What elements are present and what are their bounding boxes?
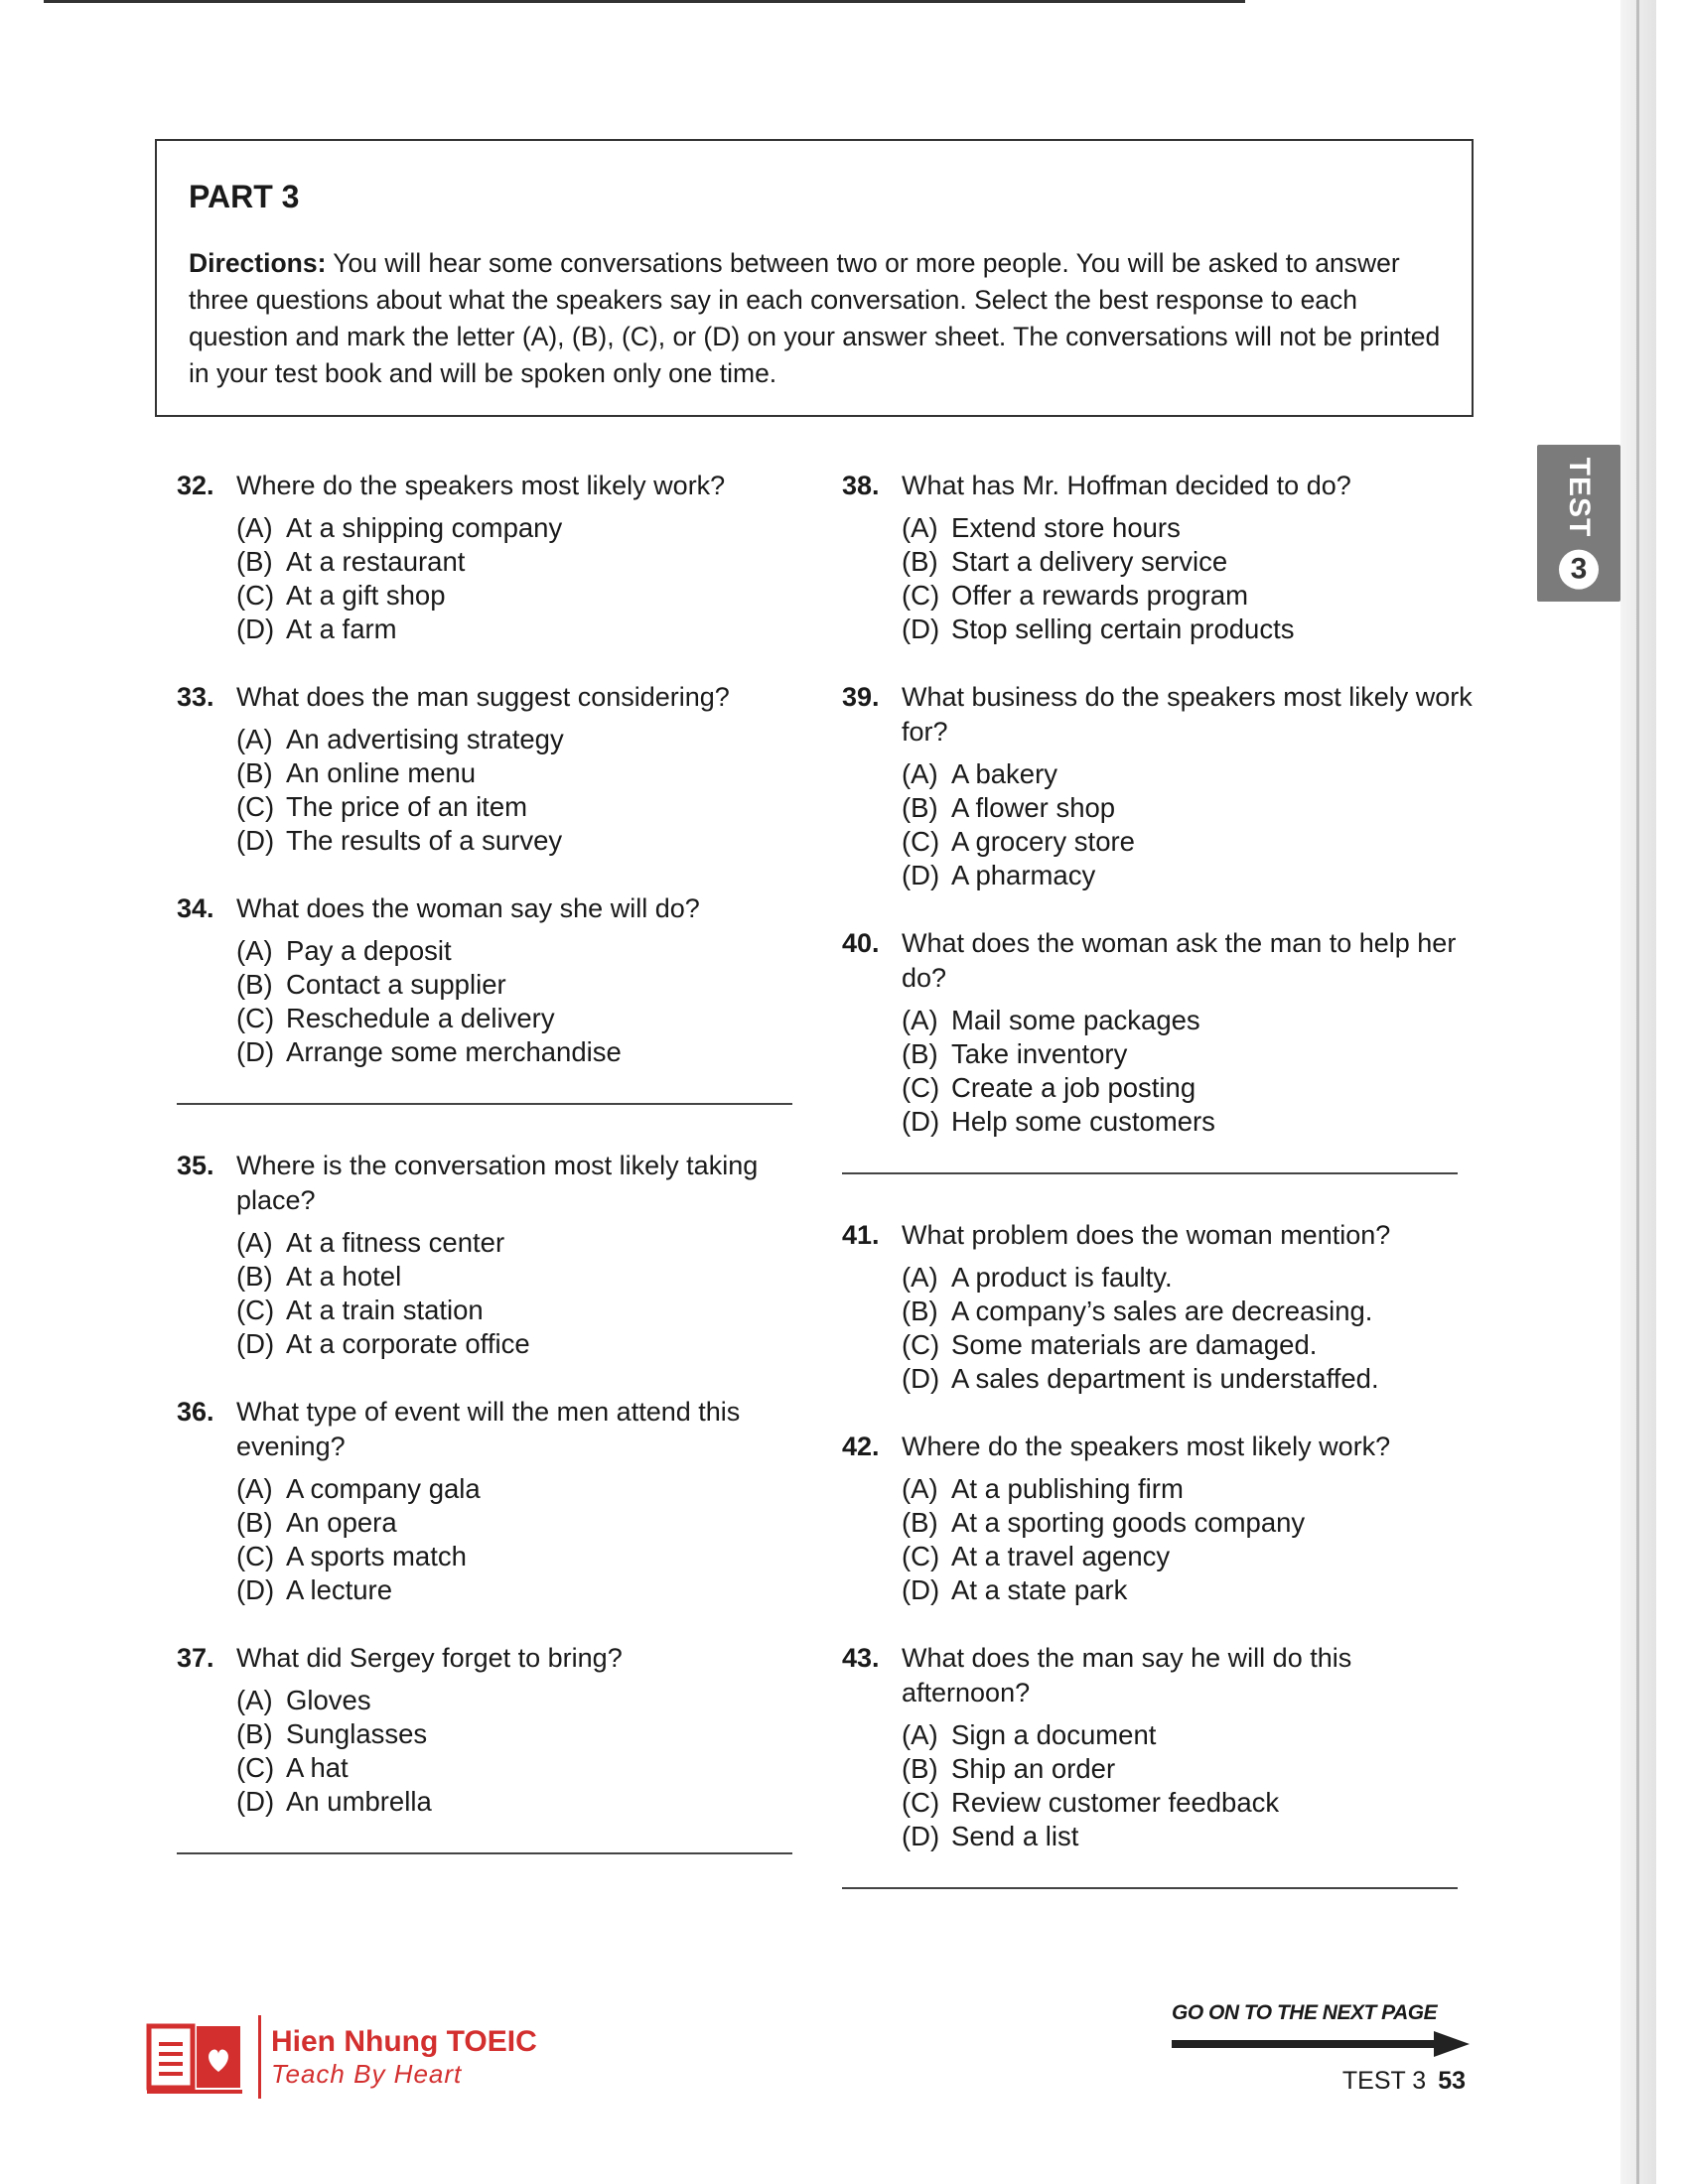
option-a (902, 1472, 1477, 1506)
option-c (902, 1328, 1477, 1362)
answer-options (236, 1472, 812, 1607)
option-a (902, 511, 1477, 545)
option-c (236, 790, 812, 824)
option-d (902, 613, 1477, 646)
option-text: Sign a document (951, 1719, 1157, 1750)
option-letter: (C) (902, 1787, 940, 1818)
option-text: A bakery (951, 758, 1058, 789)
option-text: A grocery store (951, 826, 1135, 857)
option-text: Mail some packages (951, 1005, 1200, 1035)
question-38 (842, 469, 1477, 646)
option-a (236, 1684, 812, 1717)
directions-body: You will hear some conversations between two or more people. You will be asked to answer three questions about what the speakers say in each conversation. Select the best response to each question and mark the letter (A), (B), (C), or (D) on your answer sheet. The conversations will not be printed in your test book and will be spoken only one time. (189, 248, 1441, 388)
option-letter: (C) (236, 1541, 275, 1571)
directions-label: Directions: (189, 248, 327, 278)
test-tab-label: TEST (1563, 457, 1596, 538)
option-text: A flower shop (951, 792, 1116, 823)
option-a (902, 1004, 1477, 1037)
question-set-divider (177, 1852, 792, 1854)
arrow-right-icon (1172, 2031, 1470, 2062)
option-letter: (C) (236, 1295, 275, 1325)
option-a (236, 723, 812, 756)
answer-options (236, 511, 812, 646)
option-b (236, 545, 812, 579)
option-text: At a corporate office (286, 1328, 530, 1359)
option-text: At a fitness center (286, 1227, 505, 1258)
option-text: A pharmacy (951, 860, 1096, 890)
question-35 (177, 1149, 812, 1361)
option-text: An umbrella (286, 1786, 432, 1817)
answer-options (236, 1684, 812, 1819)
option-d (236, 613, 812, 646)
question-text: What problem does the woman mention? (902, 1220, 1391, 1250)
option-letter: (C) (902, 1329, 940, 1360)
option-letter: (A) (236, 1473, 273, 1504)
option-text: An advertising strategy (286, 724, 564, 754)
option-a (236, 511, 812, 545)
option-text: Stop selling certain products (951, 614, 1295, 644)
option-letter: (D) (902, 614, 940, 644)
option-letter: (A) (902, 758, 938, 789)
top-rule (44, 0, 1245, 3)
option-text: A company’s sales are decreasing. (951, 1296, 1373, 1326)
option-text: Some materials are damaged. (951, 1329, 1318, 1360)
answer-options (236, 934, 812, 1069)
answer-options (902, 1472, 1477, 1607)
option-c (902, 825, 1477, 859)
option-a (236, 934, 812, 968)
question-text: What type of event will the men attend this evening? (236, 1397, 741, 1461)
answer-options (902, 757, 1477, 892)
question-42 (842, 1430, 1477, 1607)
option-c (902, 579, 1477, 613)
option-a (902, 1261, 1477, 1295)
option-letter: (D) (236, 614, 275, 644)
option-d (902, 1820, 1477, 1853)
question-text: What does the woman say she will do? (236, 893, 700, 923)
answer-options (902, 1718, 1477, 1853)
option-d (236, 1035, 812, 1069)
option-letter: (D) (902, 1574, 940, 1605)
question-number: 33. (177, 682, 214, 712)
option-b (236, 1506, 812, 1540)
question-text: What does the man suggest considering? (236, 682, 730, 712)
option-text: A sales department is understaffed. (951, 1363, 1379, 1394)
question-39 (842, 680, 1477, 892)
option-letter: (D) (236, 1574, 275, 1605)
option-text: An online menu (286, 757, 477, 788)
question-number: 43. (842, 1643, 880, 1673)
option-d (902, 859, 1477, 892)
option-text: Contact a supplier (286, 969, 506, 1000)
question-36 (177, 1395, 812, 1607)
question-set-divider (842, 1887, 1458, 1889)
next-page-text: GO ON TO THE NEXT PAGE (1172, 2001, 1438, 2024)
question-43 (842, 1641, 1477, 1853)
option-letter: (B) (236, 757, 273, 788)
directions-text (189, 245, 1442, 392)
option-letter: (C) (236, 791, 275, 822)
option-c (236, 1294, 812, 1327)
option-text: Sunglasses (286, 1718, 428, 1749)
option-b (236, 968, 812, 1002)
option-letter: (C) (902, 826, 940, 857)
option-c (236, 1002, 812, 1035)
option-text: Offer a rewards program (951, 580, 1249, 611)
option-d (236, 1573, 812, 1607)
directions-box (155, 139, 1474, 417)
option-a (236, 1472, 812, 1506)
question-number: 35. (177, 1151, 214, 1180)
question-text: What does the woman ask the man to help her do? (902, 928, 1457, 993)
option-text: Ship an order (951, 1753, 1116, 1784)
option-text: At a gift shop (286, 580, 446, 611)
option-letter: (B) (236, 1261, 273, 1292)
option-text: The price of an item (286, 791, 528, 822)
option-c (236, 1540, 812, 1573)
option-letter: (B) (902, 792, 938, 823)
question-set-divider (842, 1172, 1458, 1174)
option-text: At a farm (286, 614, 397, 644)
option-d (236, 1785, 812, 1819)
option-text: At a sporting goods company (951, 1507, 1306, 1538)
option-letter: (A) (236, 724, 273, 754)
option-text: At a travel agency (951, 1541, 1171, 1571)
test-side-tab (1537, 445, 1620, 602)
test-label: TEST 3 (1341, 2067, 1427, 2095)
option-text: An opera (286, 1507, 397, 1538)
option-a (902, 757, 1477, 791)
option-text: A company gala (286, 1473, 481, 1504)
option-b (902, 1506, 1477, 1540)
question-number: 41. (842, 1220, 880, 1250)
option-letter: (B) (902, 1038, 938, 1069)
option-a (902, 1718, 1477, 1752)
question-number: 34. (177, 893, 214, 923)
option-letter: (A) (902, 1262, 938, 1293)
option-a (236, 1226, 812, 1260)
option-b (902, 1752, 1477, 1786)
option-text: Send a list (951, 1821, 1079, 1851)
option-letter: (A) (236, 1227, 273, 1258)
option-text: Create a job posting (951, 1072, 1196, 1103)
question-number: 37. (177, 1643, 214, 1673)
question-41 (842, 1218, 1477, 1396)
option-letter: (C) (902, 1072, 940, 1103)
option-c (902, 1540, 1477, 1573)
next-page-notice (1172, 2001, 1470, 2062)
option-letter: (C) (236, 580, 275, 611)
question-33 (177, 680, 812, 858)
answer-options (236, 723, 812, 858)
option-text: Pay a deposit (286, 935, 452, 966)
option-letter: (C) (902, 580, 940, 611)
option-text: At a state park (951, 1574, 1128, 1605)
option-text: Arrange some merchandise (286, 1036, 622, 1067)
question-number: 36. (177, 1397, 214, 1427)
option-c (236, 579, 812, 613)
option-text: The results of a survey (286, 825, 563, 856)
question-text: Where do the speakers most likely work? (236, 471, 726, 500)
option-letter: (D) (236, 1786, 275, 1817)
option-letter: (B) (236, 1718, 273, 1749)
option-letter: (B) (902, 1507, 938, 1538)
option-text: Take inventory (951, 1038, 1128, 1069)
option-text: At a train station (286, 1295, 484, 1325)
option-text: A product is faulty. (951, 1262, 1173, 1293)
option-d (902, 1573, 1477, 1607)
option-letter: (B) (236, 546, 273, 577)
option-letter: (A) (902, 1005, 938, 1035)
part-title: PART 3 (189, 179, 300, 214)
option-letter: (A) (236, 935, 273, 966)
answer-options (902, 511, 1477, 646)
option-b (902, 791, 1477, 825)
option-b (902, 1037, 1477, 1071)
left-column (177, 469, 812, 1898)
option-text: Start a delivery service (951, 546, 1228, 577)
option-letter: (A) (236, 1685, 273, 1715)
brand-tagline: Teach By Heart (271, 2059, 463, 2089)
option-letter: (D) (902, 1106, 940, 1137)
option-letter: (D) (902, 860, 940, 890)
option-letter: (C) (236, 1752, 275, 1783)
option-letter: (D) (236, 825, 275, 856)
answer-options (902, 1004, 1477, 1139)
option-d (902, 1105, 1477, 1139)
option-text: A sports match (286, 1541, 467, 1571)
option-d (902, 1362, 1477, 1396)
question-text: What did Sergey forget to bring? (236, 1643, 623, 1673)
question-text: What does the man say he will do this afternoon? (902, 1643, 1352, 1707)
option-text: A hat (286, 1752, 349, 1783)
option-letter: (A) (902, 512, 938, 543)
option-letter: (D) (236, 1328, 275, 1359)
question-number: 42. (842, 1432, 880, 1461)
option-text: Reschedule a delivery (286, 1003, 555, 1033)
page-number: 53 (1438, 2067, 1466, 2095)
option-text: A lecture (286, 1574, 393, 1605)
right-column (842, 469, 1477, 1933)
option-letter: (D) (902, 1821, 940, 1851)
option-letter: (B) (236, 969, 273, 1000)
question-34 (177, 891, 812, 1069)
brand-logo (145, 2015, 537, 2099)
logo-divider (258, 2015, 261, 2099)
option-b (236, 756, 812, 790)
question-text: What has Mr. Hoffman decided to do? (902, 471, 1351, 500)
option-text: Gloves (286, 1685, 371, 1715)
option-b (236, 1717, 812, 1751)
question-set-divider (177, 1103, 792, 1105)
question-number: 32. (177, 471, 214, 500)
question-number: 40. (842, 928, 880, 958)
option-letter: (A) (236, 512, 273, 543)
option-text: Help some customers (951, 1106, 1215, 1137)
test-tab-number: 3 (1559, 549, 1599, 589)
option-letter: (B) (902, 1296, 938, 1326)
question-text: What business do the speakers most likely work for? (902, 682, 1473, 747)
page-edge-line (1636, 0, 1639, 2184)
option-letter: (B) (236, 1507, 273, 1538)
option-text: At a shipping company (286, 512, 563, 543)
question-number: 39. (842, 682, 880, 712)
brand-name: Hien Nhung TOEIC (271, 2025, 537, 2058)
option-c (236, 1751, 812, 1785)
option-b (902, 1295, 1477, 1328)
option-letter: (C) (902, 1541, 940, 1571)
option-c (902, 1786, 1477, 1820)
option-letter: (B) (902, 1753, 938, 1784)
brand-text (271, 2025, 537, 2089)
option-letter: (A) (902, 1473, 938, 1504)
option-text: At a restaurant (286, 546, 466, 577)
question-37 (177, 1641, 812, 1819)
option-letter: (D) (902, 1363, 940, 1394)
option-b (236, 1260, 812, 1294)
page-footer (1342, 2067, 1466, 2096)
option-letter: (D) (236, 1036, 275, 1067)
option-letter: (C) (236, 1003, 275, 1033)
option-b (902, 545, 1477, 579)
option-text: At a hotel (286, 1261, 402, 1292)
option-letter: (A) (902, 1719, 938, 1750)
answer-options (902, 1261, 1477, 1396)
book-heart-icon (145, 2018, 244, 2096)
option-c (902, 1071, 1477, 1105)
option-text: Extend store hours (951, 512, 1181, 543)
option-text: At a publishing firm (951, 1473, 1184, 1504)
option-letter: (B) (902, 546, 938, 577)
answer-options (236, 1226, 812, 1361)
option-text: Review customer feedback (951, 1787, 1280, 1818)
question-32 (177, 469, 812, 646)
option-d (236, 1327, 812, 1361)
question-number: 38. (842, 471, 880, 500)
question-40 (842, 926, 1477, 1139)
question-text: Where is the conversation most likely taking place? (236, 1151, 759, 1215)
option-d (236, 824, 812, 858)
question-text: Where do the speakers most likely work? (902, 1432, 1391, 1461)
